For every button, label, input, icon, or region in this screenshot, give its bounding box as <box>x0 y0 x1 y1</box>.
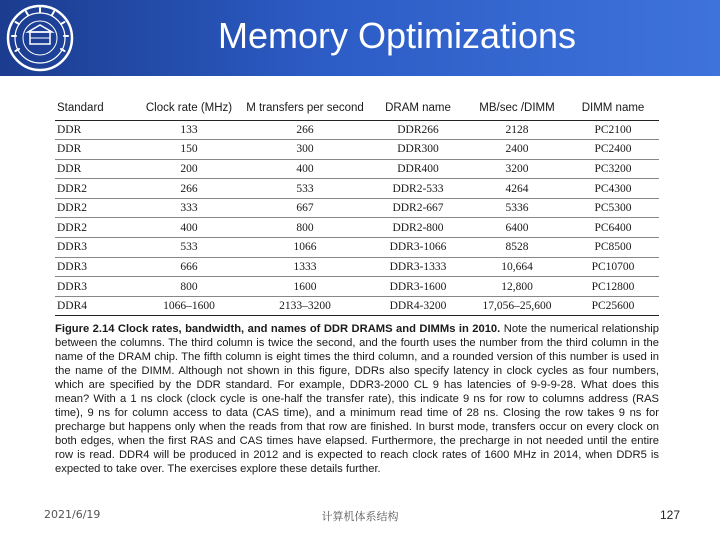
column-header: M transfers per second <box>241 96 369 120</box>
column-header: DRAM name <box>369 96 467 120</box>
table-cell: DDR266 <box>369 120 467 140</box>
table-cell: DDR4 <box>55 296 137 316</box>
table-body <box>55 120 659 316</box>
table-cell: PC5300 <box>567 198 659 218</box>
table-cell: 3200 <box>467 159 567 179</box>
table-cell: 2133–3200 <box>241 296 369 316</box>
table-cell: 2128 <box>467 120 567 140</box>
table-cell: 533 <box>241 179 369 199</box>
table-cell: DDR3 <box>55 238 137 258</box>
table-row <box>55 277 659 297</box>
table-cell: 800 <box>241 218 369 238</box>
table-cell: 666 <box>137 257 241 277</box>
table-cell: DDR <box>55 120 137 140</box>
page-number: 127 <box>659 508 680 522</box>
table-cell: DDR2 <box>55 198 137 218</box>
caption-heading: Figure 2.14 Clock rates, bandwidth, and names of DDR DRAMS and DIMMs in 2010. <box>55 323 501 336</box>
table-cell: 400 <box>137 218 241 238</box>
table-cell: 333 <box>137 198 241 218</box>
table-cell: 6400 <box>467 218 567 238</box>
table-cell: 10,664 <box>467 257 567 277</box>
table-cell: PC10700 <box>567 257 659 277</box>
table-cell: DDR2-667 <box>369 198 467 218</box>
slide-header <box>0 0 720 76</box>
table-cell: 266 <box>137 179 241 199</box>
table-cell: DDR3 <box>55 257 137 277</box>
table-cell: 1333 <box>241 257 369 277</box>
table-cell: DDR2-800 <box>369 218 467 238</box>
table-cell: 150 <box>137 140 241 160</box>
table-cell: 800 <box>137 277 241 297</box>
footer-date: 2021/6/19 <box>44 508 101 521</box>
table-cell: DDR2 <box>55 179 137 199</box>
table-cell: DDR <box>55 159 137 179</box>
footer-course-name: 计算机体系结构 <box>321 510 399 523</box>
table-cell: PC2400 <box>567 140 659 160</box>
table-cell: 266 <box>241 120 369 140</box>
figure-2-14 <box>55 96 663 476</box>
table-cell: 2400 <box>467 140 567 160</box>
table-cell: 200 <box>137 159 241 179</box>
table-cell: 1066 <box>241 238 369 258</box>
table-row <box>55 179 659 199</box>
table-cell: 5336 <box>467 198 567 218</box>
table-row <box>55 198 659 218</box>
table-cell: 133 <box>137 120 241 140</box>
column-header: MB/sec /DIMM <box>467 96 567 120</box>
table-cell: PC2100 <box>567 120 659 140</box>
table-cell: DDR2 <box>55 218 137 238</box>
ddr-rates-table <box>55 96 659 316</box>
column-header: Standard <box>55 96 137 120</box>
table-cell: 12,800 <box>467 277 567 297</box>
table-cell: PC25600 <box>567 296 659 316</box>
table-row <box>55 238 659 258</box>
table-row <box>55 296 659 316</box>
table-cell: DDR4-3200 <box>369 296 467 316</box>
table-cell: 4264 <box>467 179 567 199</box>
table-cell: PC3200 <box>567 159 659 179</box>
table-cell: DDR3 <box>55 277 137 297</box>
table-cell: PC6400 <box>567 218 659 238</box>
table-cell: DDR300 <box>369 140 467 160</box>
table-header-row <box>55 96 659 120</box>
table-cell: 533 <box>137 238 241 258</box>
table-cell: DDR2-533 <box>369 179 467 199</box>
table-row <box>55 257 659 277</box>
table-row <box>55 218 659 238</box>
caption-body: Note the numerical relationship between the columns. The third column is twice the second, and the fourth uses the number from the third column in the name of the DRAM chip. The fifth column is eight times the third column, and a rounded version of this number is used in the name of the DIMM. Although not shown in this figure, DDRs also specify latency in clock cycles as four numbers, which are specified by the DDR standard. For example, DDR3-2000 CL 9 has latencies of 9-9-9-28. What does this mean? With a 1 ns clock (clock cycle is one-half the transfer rate), this indicate 9 ns for row to columns address (RAS time), 9 ns for column access to data (CAS time), and a minimum read time of 28 ns. Closing the row takes 9 ns for precharge but happens only when the reads from that row are finished. In burst mode, transfers occur on every clock on both edges, when the first RAS and CAS times have elapsed. Furthermore, the precharge in not needed until the entire row is read. DDR4 will be produced in 2012 and is expected to reach clock rates of 1600 MHz in 2014, when DDR5 is expected to take over. The exercises explore these details further. <box>55 323 659 475</box>
table-cell: DDR400 <box>369 159 467 179</box>
table-cell: 300 <box>241 140 369 160</box>
column-header: Clock rate (MHz) <box>137 96 241 120</box>
table-cell: DDR3-1600 <box>369 277 467 297</box>
table-cell: 1066–1600 <box>137 296 241 316</box>
table-cell: 1600 <box>241 277 369 297</box>
table-row <box>55 159 659 179</box>
table-row <box>55 120 659 140</box>
table-cell: 400 <box>241 159 369 179</box>
table-cell: PC4300 <box>567 179 659 199</box>
table-cell: 8528 <box>467 238 567 258</box>
table-cell: 17,056–25,600 <box>467 296 567 316</box>
table-cell: PC8500 <box>567 238 659 258</box>
table-cell: DDR <box>55 140 137 160</box>
figure-caption <box>55 323 659 476</box>
slide-title: Memory Optimizations <box>217 15 577 56</box>
table-cell: PC12800 <box>567 277 659 297</box>
table-cell: DDR3-1333 <box>369 257 467 277</box>
table-cell: DDR3-1066 <box>369 238 467 258</box>
table-cell: 667 <box>241 198 369 218</box>
column-header: DIMM name <box>567 96 659 120</box>
table-row <box>55 140 659 160</box>
